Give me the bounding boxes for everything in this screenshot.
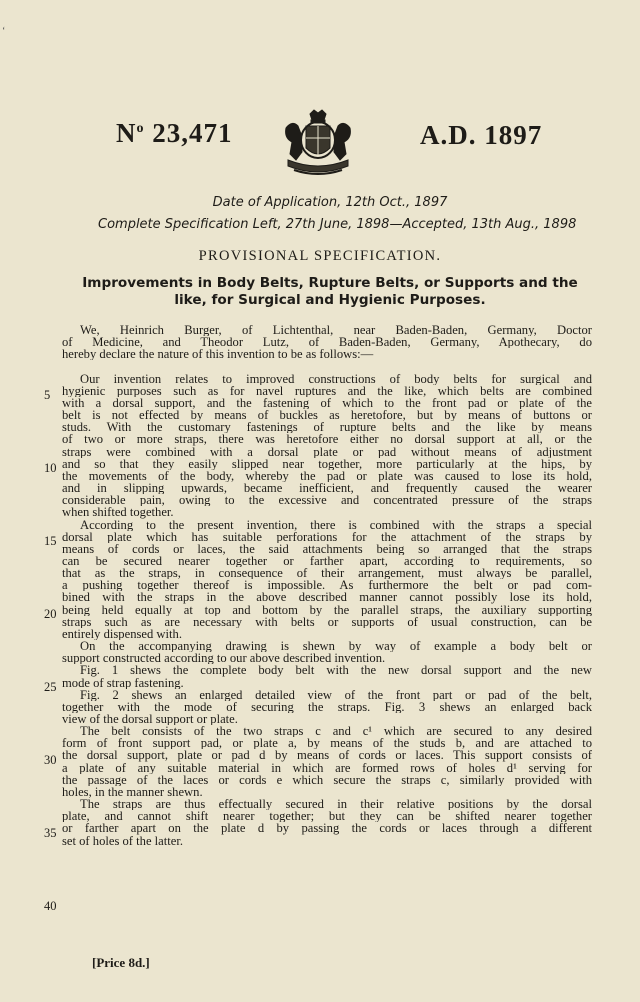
body-line: and in slipping upwards, became inefficient, and frequently caused the wearer [62,482,592,495]
specification-title [70,275,590,309]
line-number: 25 [44,680,57,694]
body-line: considerable pain, owing to the excessive and concentrated pressure of the straps [62,494,592,507]
line-number: 15 [44,534,57,548]
body-line: a pushing together thereof is impossible. As furthermore the belt or pad com- [62,579,592,592]
body-line: The belt consists of the two straps c and c¹ which are secured to any desired [80,725,592,738]
body-line: when shifted together. [62,506,174,519]
body-line: Fig. 1 shews the complete body belt with the new dorsal support and the new [80,664,592,677]
body-line: together with the mode of securing the straps. Fig. 3 shews an enlarged back [62,700,592,713]
number-prefix: N [116,118,137,148]
body-line: of Medicine, and Theodor Lutz, of Baden-Baden, Germany, Apothecary, do [62,336,592,349]
body-line: form of front support pad, or plate a, by means of the studs b, and are attached to [62,737,592,750]
body-line: or farther apart on the plate d by passing the cords or laces through a different [62,822,592,835]
title-line-2: like, for Surgical and Hygienic Purposes. [174,292,486,308]
body-line: According to the present invention, there is combined with the straps a special [80,518,592,531]
body-line: the movements of the body, whereby the pad or plate was caused to lose its hold, [62,469,592,483]
body-line: hereby declare the nature of this invention to be as follows:— [62,348,374,361]
body-line: the dorsal support, plate or pad d by means of cords or laces. This support consists of [62,749,592,762]
specification-date: Complete Specification Left, 27th June, 1898—Accepted, 13th Aug., 1898 [98,217,577,232]
body-line: dorsal plate which has suitable perforations for the attachment of the straps by [62,530,592,543]
price-label: [Price 8d.] [92,955,150,970]
body-line: view of the dorsal support or plate. [62,713,238,726]
line-number: 40 [44,899,57,913]
body-line: Our invention relates to improved constructions of body belts for surgical and [80,372,592,385]
body-line: hygienic purposes such as for navel ruptures and the like, which belts are combined [62,384,592,397]
line-number: 5 [44,388,51,402]
header [0,108,640,178]
body-line: support constructed according to our above described invention. [62,652,386,665]
body-line: a plate of any suitable material in which are formed rows of holes d¹ serving for [62,761,592,774]
body-line: holes, in the manner shewn. [62,785,203,799]
body-line: studs. With the customary fastenings of rupture belts and the like by means [62,421,592,434]
line-number: 35 [44,826,57,840]
body-line: straps were combined with a dorsal plate or pad without means of adjustment [62,445,592,458]
number-prefix-sup: o [136,121,145,136]
line-number: 30 [44,753,57,767]
year: A.D. 1897 [420,120,543,150]
patent-number [116,118,233,149]
body-line [62,360,592,372]
body-line: means of cords or laces, the said attachments being so arranged that the straps [62,542,592,555]
body-line: being held equally at top and bottom by the parallel straps, the auxiliary supporting [62,603,592,616]
title-line-1: Improvements in Body Belts, Rupture Belts, or Supports and the [82,275,578,291]
application-date: Date of Application, 12th Oct., 1897 [212,195,448,210]
section-heading: PROVISIONAL SPECIFICATION. [198,248,442,264]
body-line: plate, and cannot shift nearer together; but they can be shifted nearer together [62,810,592,823]
royal-coat-of-arms-icon [268,108,368,178]
body-line: straps such as are necessary with belts or supports of usual construction, can be [62,615,592,628]
body-line: Fig. 2 shews an enlarged detailed view of the front part or pad of the belt, [80,688,592,701]
corner-mark: ‘ [2,26,6,37]
body-line: the passage of the laces or cords e which secure the straps c, similarly provided with [62,773,592,786]
body-line: belt is not effected by means of buckles as heretofore, but by means of buttons or [62,409,592,422]
body-line: can be secured nearer together or farther apart, according to requirements, so [62,554,592,568]
body-line: On the accompanying drawing is shewn by way of example a body belt or [80,640,592,653]
body-line: that as the straps, in consequence of their arrangement, must always be parallel, [62,567,592,580]
line-number: 10 [44,461,57,475]
line-number: 20 [44,607,57,621]
dates-block [60,192,600,236]
body-line: The straps are thus effectually secured in their relative positions by the dorsal [80,798,592,811]
patent-number-value: 23,471 [152,118,233,148]
body-line: mode of strap fastening. [62,676,184,689]
body-line: entirely dispensed with. [62,627,182,641]
body-line: bined with the straps in the above described manner cannot possibly lose its hold, [62,591,592,604]
body-line: and so that they easily slipped near together, more particularly at the hips, by [62,457,592,470]
specification-body [62,324,592,847]
body-line: We, Heinrich Burger, of Lichtenthal, near Baden-Baden, Germany, Doctor [80,324,592,337]
body-line: with a dorsal support, and the fastening of which to the front pad or plate of the [62,396,592,410]
body-line: set of holes of the latter. [62,834,184,847]
body-line: of two or more straps, there was heretofore either no dorsal support at all, or the [62,433,592,446]
